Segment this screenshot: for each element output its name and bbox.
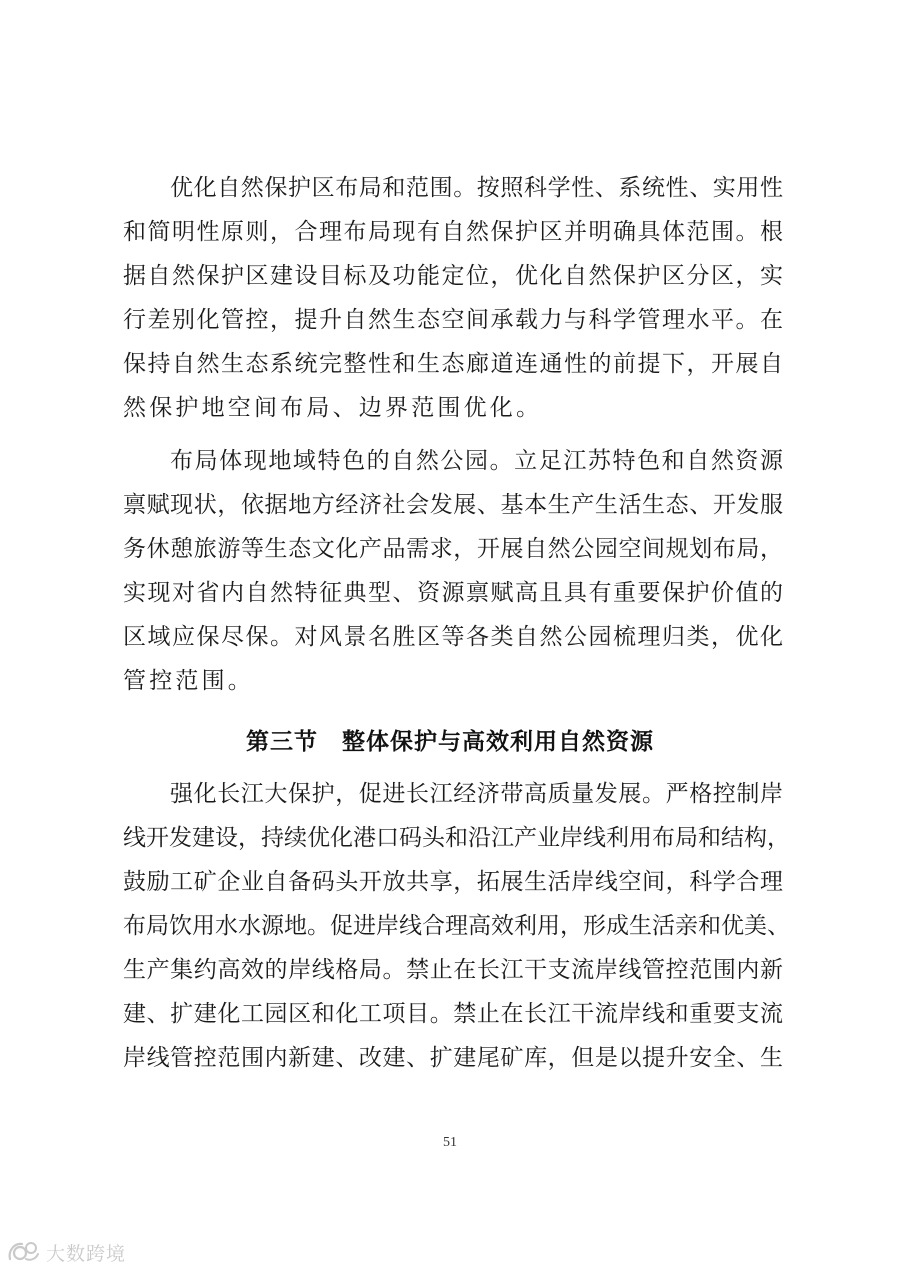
paragraph-3-line-5: 生产集约高效的岸线格局。禁止在长江干支流岸线管控范围内新 xyxy=(123,957,783,983)
paragraph-3-line-6: 建、扩建化工园区和化工项目。禁止在长江干流岸线和重要支流 xyxy=(123,1001,783,1027)
paragraph-2-line-3: 务休憩旅游等生态文化产品需求，开展自然公园空间规划布局， xyxy=(123,536,783,562)
paragraph-1-line-4: 行差别化管控，提升自然生态空间承载力与科学管理水平。在 xyxy=(123,307,783,333)
paragraph-3-line-4: 布局饮用水水源地。促进岸线合理高效利用，形成生活亲和优美、 xyxy=(123,913,790,939)
section-heading: 第三节 整体保护与高效利用自然资源 xyxy=(246,729,654,755)
paragraph-1-line-2: 和简明性原则，合理布局现有自然保护区并明确具体范围。根 xyxy=(123,219,783,245)
paragraph-2-line-6: 管控范围。 xyxy=(123,668,254,694)
page-number: 51 xyxy=(443,1135,457,1150)
paragraph-2-line-2: 禀赋现状，依据地方经济社会发展、基本生产生活生态、开发服 xyxy=(123,492,783,518)
paragraph-2-line-4: 实现对省内自然特征典型、资源禀赋高且具有重要保护价值的 xyxy=(123,580,783,606)
paragraph-3-line-1: 强化长江大保护，促进长江经济带高质量发展。严格控制岸 xyxy=(170,781,783,807)
paragraph-1-line-3: 据自然保护区建设目标及功能定位，优化自然保护区分区，实 xyxy=(123,263,783,289)
paragraph-2-line-5: 区域应保尽保。对风景名胜区等各类自然公园梳理归类，优化 xyxy=(123,624,783,650)
paragraph-1-line-1: 优化自然保护区布局和范围。按照科学性、系统性、实用性 xyxy=(170,175,783,201)
paragraph-3-line-7: 岸线管控范围内新建、改建、扩建尾矿库，但是以提升安全、生 xyxy=(123,1045,783,1071)
watermark xyxy=(6,1237,126,1267)
paragraph-3-line-2: 线开发建设，持续优化港口码头和沿江产业岸线利用布局和结构， xyxy=(123,825,790,851)
paragraph-1-line-5: 保持自然生态系统完整性和生态廊道连通性的前提下，开展自 xyxy=(123,351,783,377)
watermark-text: 大数跨境 xyxy=(46,1242,127,1265)
paragraph-2-line-1: 布局体现地域特色的自然公园。立足江苏特色和自然资源 xyxy=(170,448,783,474)
paragraph-1-line-6: 然保护地空间布局、边界范围优化。 xyxy=(123,395,543,421)
paragraph-3-line-3: 鼓励工矿企业自备码头开放共享，拓展生活岸线空间，科学合理 xyxy=(123,869,783,895)
logo-icon xyxy=(6,1239,40,1265)
